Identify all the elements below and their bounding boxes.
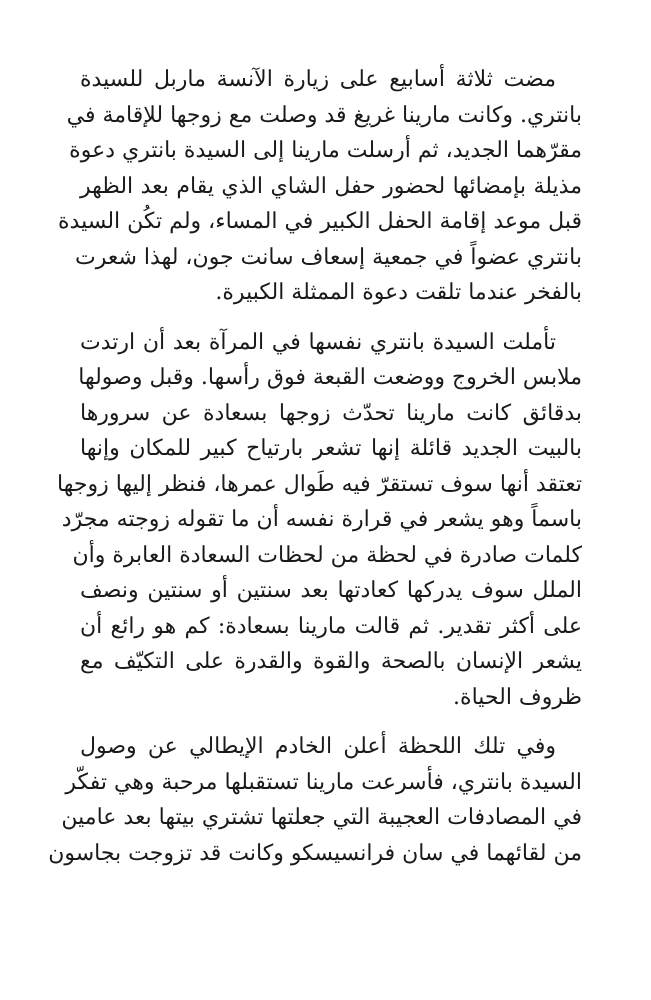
- text-line: السيدة بانتري، فأسرعت مارينا تستقبلها مرحبة وهي تفكّر: [65, 769, 582, 795]
- text-line: بالفخر عندما تلقت دعوة الممثلة الكبيرة.: [215, 280, 582, 305]
- text-line: وفي تلك اللحظة أعلن الخادم الإيطالي عن وصول: [80, 734, 556, 759]
- text-line: في المصادفات العجيبة التي جعلتها تشتري بيتها بعد عامين: [61, 805, 582, 830]
- text-line: من لقائهما في سان فرانسيسكو وكانت قد تزوجت بجاسون: [48, 840, 582, 866]
- text-line: تعتقد أنها سوف تستقرّ فيه طَوال عمرها، فنظر إليها زوجها: [57, 471, 582, 497]
- text-line: باسماً وهو يشعر في قرارة نفسه أن ما تقوله زوجته مجرّد: [61, 507, 582, 532]
- text-line: كلمات صادرة في لحظة من لحظات السعادة العابرة وأن: [72, 542, 582, 568]
- paragraph-2: [57, 325, 582, 716]
- text-line: تأملت السيدة بانتري نفسها في المرآة بعد أن ارتدت: [80, 329, 556, 355]
- text-line: قبل موعد إقامة الحفل الكبير في المساء، ولم تكُن السيدة: [58, 209, 582, 234]
- text-line: يشعر الإنسان بالصحة والقوة والقدرة على التكيّف مع: [80, 649, 582, 674]
- paragraph-3: [48, 729, 582, 871]
- document-page: [48, 62, 582, 871]
- text-line: مضت ثلاثة أسابيع على زيارة الآنسة ماربل للسيدة: [80, 67, 556, 92]
- text-line: ظروف الحياة.: [453, 684, 582, 710]
- text-line: الملل سوف يدركها كعادتها بعد سنتين أو سنتين ونصف: [80, 578, 582, 603]
- text-line: بدقائق كانت مارينا تحدّث زوجها بسعادة عن سرورها: [80, 400, 582, 426]
- text-line: بانتري عضواً في جمعية إسعاف سانت جون، لهذا شعرت: [75, 244, 582, 270]
- text-line: ملابس الخروج ووضعت القبعة فوق رأسها. وقبل وصولها: [78, 365, 582, 390]
- text-line: مذيلة بإمضائها لحضور حفل الشاي الذي يقام بعد الظهر: [80, 173, 582, 199]
- paragraph-1: [58, 62, 582, 311]
- text-line: على أكثر تقدير. ثم قالت مارينا بسعادة: كم هو رائع أن: [80, 613, 582, 639]
- text-line: بانتري. وكانت مارينا غريغ قد وصلت مع زوجها للإقامة في: [66, 102, 582, 128]
- text-line: بالبيت الجديد قائلة إنها تشعر بارتياح كبير للمكان وإنها: [80, 436, 582, 461]
- text-line: مقرّهما الجديد، ثم أرسلت مارينا إلى السيدة بانتري دعوة: [69, 138, 582, 163]
